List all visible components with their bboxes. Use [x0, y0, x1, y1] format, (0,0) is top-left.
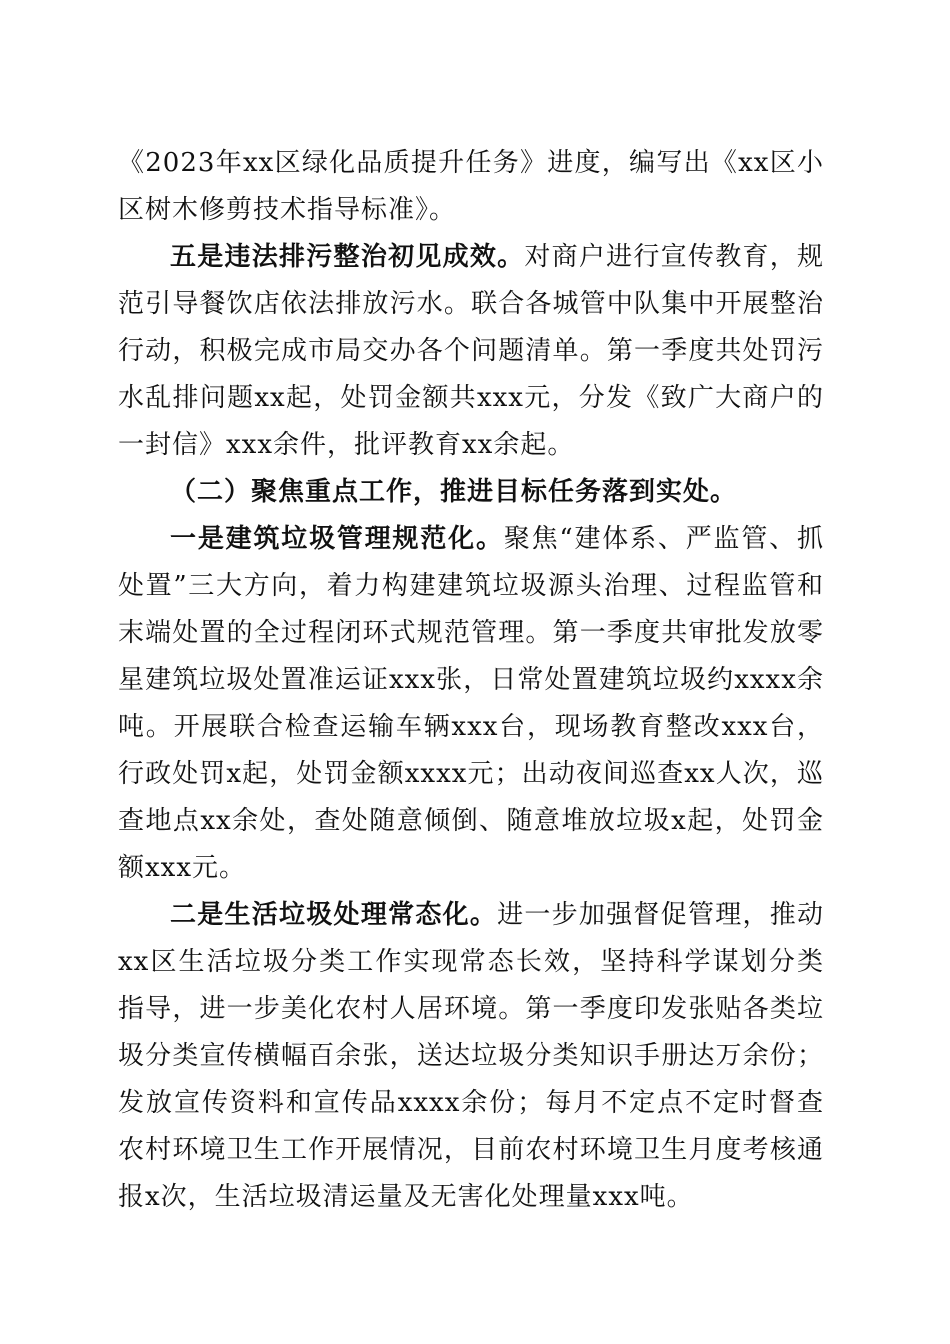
paragraph-text: 《2023年xx区绿化品质提升任务》进度，编写出《xx区小区树木修剪技术指导标准》。 [118, 148, 824, 225]
section-heading: （二）聚焦重点工作，推进目标任务落到实处。 [170, 477, 738, 507]
document-page [118, 140, 824, 1221]
paragraph-text: 聚焦“建体系、严监管、抓处置”三大方向，着力构建建筑垃圾源头治理、过程监管和末端处置的全过程闭环式规范管理。第一季度共审批发放零星建筑垃圾处置准运证xxx张，日常处置建筑垃圾约xxxx余吨。开展联合检查运输车辆xxx台，现场教育整改xxx台，行政处罚x起，处罚金额xxxx元；出动夜间巡查xx人次，巡查地点xx余处，查处随意倾倒、随意堆放垃圾x起，处罚金额xxx元。 [118, 524, 824, 883]
paragraph-heading: 二是生活垃圾处理常态化。 [170, 900, 498, 930]
paragraph-construction-waste [118, 516, 824, 892]
section-heading-key-work [118, 469, 824, 516]
paragraph-household-waste [118, 892, 824, 1221]
paragraph-text: 对商户进行宣传教育，规范引导餐饮店依法排放污水。联合各城管中队集中开展整治行动，积极完成市局交办各个问题清单。第一季度共处罚污水乱排问题xx起，处罚金额共xxx元，分发《致广大商户的一封信》xxx余件，批评教育xx余起。 [118, 242, 824, 460]
paragraph-heading: 五是违法排污整治初见成效。 [170, 242, 525, 272]
paragraph-pollution-control [118, 234, 824, 469]
paragraph-heading: 一是建筑垃圾管理规范化。 [170, 524, 504, 554]
paragraph-text: 进一步加强督促管理，推动xx区生活垃圾分类工作实现常态长效，坚持科学谋划分类指导，进一步美化农村人居环境。第一季度印发张贴各类垃圾分类宣传横幅百余张，送达垃圾分类知识手册达万余份；发放宣传资料和宣传品xxxx余份；每月不定点不定时督查农村环境卫生工作开展情况，目前农村环境卫生月度考核通报x次，生活垃圾清运量及无害化处理量xxx吨。 [118, 900, 824, 1212]
paragraph-continuation [118, 140, 824, 234]
